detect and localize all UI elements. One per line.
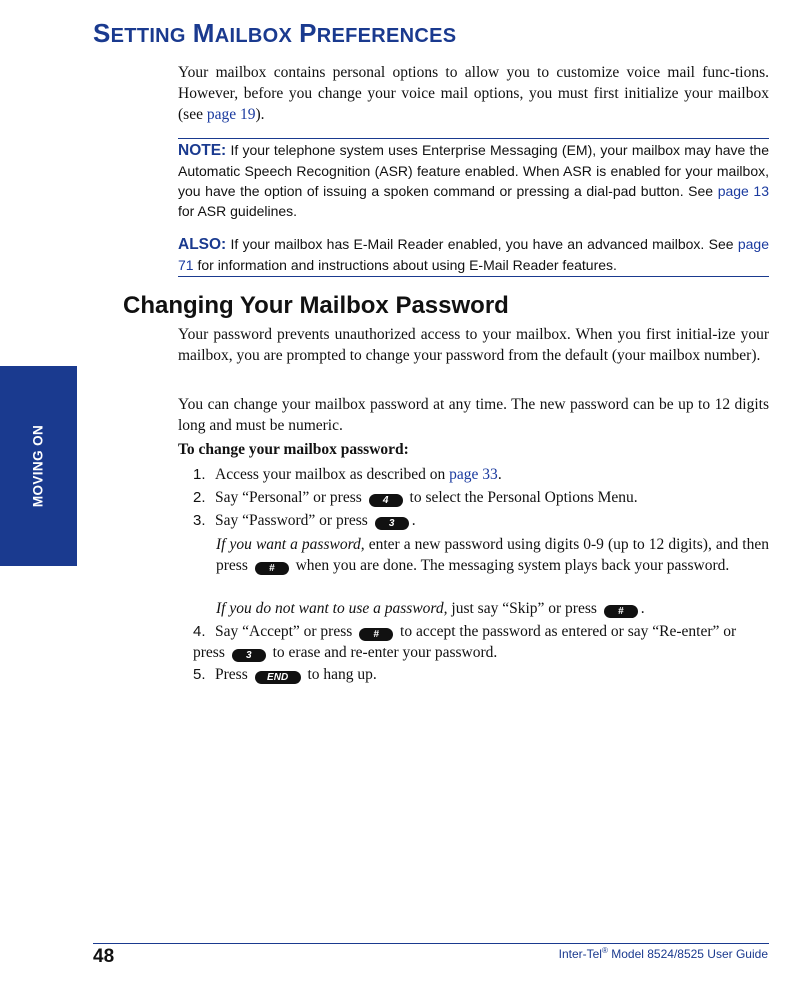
page-13-link[interactable]: page 13 <box>717 183 769 199</box>
footer-rule <box>93 943 769 944</box>
step-3: 3. Say “Password” or press 3 . <box>193 512 416 529</box>
footer-guide-title: Inter-Tel® Model 8524/8525 User Guide <box>558 946 768 961</box>
step-3-option-password: If you want a password, enter a new password using digits 0-9 (up to 12 digits), and then press # when you are done. The messaging system plays back your password. <box>216 536 769 574</box>
step-4: 4. Say “Accept” or press # to accept the password as entered or say “Re-enter” or press 3 to erase and re-enter your password. <box>193 623 737 661</box>
side-tab <box>0 366 77 566</box>
dialpad-3-key-icon: 3 <box>375 517 409 530</box>
page-number: 48 <box>93 946 115 967</box>
step-2: 2. Say “Personal” or press 4 to select the Personal Options Menu. <box>193 489 638 506</box>
step-1: 1. Access your mailbox as described on page 33. <box>193 466 502 483</box>
page-19-link[interactable]: page 19 <box>206 106 256 123</box>
password-change-paragraph: You can change your mailbox password at any time. The new password can be up to 12 digits long and must be numeric. <box>178 396 769 434</box>
dialpad-4-key-icon: 4 <box>369 494 403 507</box>
password-intro-paragraph: Your password prevents unauthorized access to your mailbox. When you first initial-ize your mailbox, you are prompted to change your password from the default (your mailbox number). <box>178 326 769 364</box>
note-bottom-rule <box>178 276 769 277</box>
end-key-icon: END <box>255 671 301 684</box>
intro-paragraph: Your mailbox contains personal options to allow you to customize voice mail func-tions. However, before you change your voice mail options, you must first initialize your mailbox (see page 19). <box>178 64 769 123</box>
note-email-reader: ALSO: If your mailbox has E-Mail Reader enabled, you have an advanced mailbox. See page 71 for information and instructions about using E-Mail Reader features. <box>178 236 769 273</box>
page-33-link[interactable]: page 33 <box>449 466 498 483</box>
pound-key-icon: # <box>255 562 289 575</box>
note-top-rule <box>178 138 769 139</box>
also-label: ALSO: <box>178 236 227 253</box>
subsection-heading: Changing Your Mailbox Password <box>123 292 509 319</box>
pound-key-icon: # <box>604 605 638 618</box>
side-tab-label: MOVING ON <box>30 424 46 508</box>
pound-key-icon: # <box>359 628 393 641</box>
procedure-title: To change your mailbox password: <box>178 441 409 458</box>
section-title: SETTING MAILBOX PREFERENCES <box>93 18 457 48</box>
page-71-link[interactable]: page 71 <box>178 236 769 273</box>
note-asr: NOTE: If your telephone system uses Enterprise Messaging (EM), your mailbox may have the Automatic Speech Recognition (ASR) feature enabled. When ASR is enabled for your mailbox, you have the option of issuing a spoken command or pressing a dial-pad button. See page 13 for ASR guidelines. <box>178 142 769 219</box>
dialpad-3-key-icon: 3 <box>232 649 266 662</box>
step-5: 5. Press END to hang up. <box>193 666 377 683</box>
step-3-option-skip: If you do not want to use a password, just say “Skip” or press # . <box>216 600 645 617</box>
note-label: NOTE: <box>178 142 227 159</box>
